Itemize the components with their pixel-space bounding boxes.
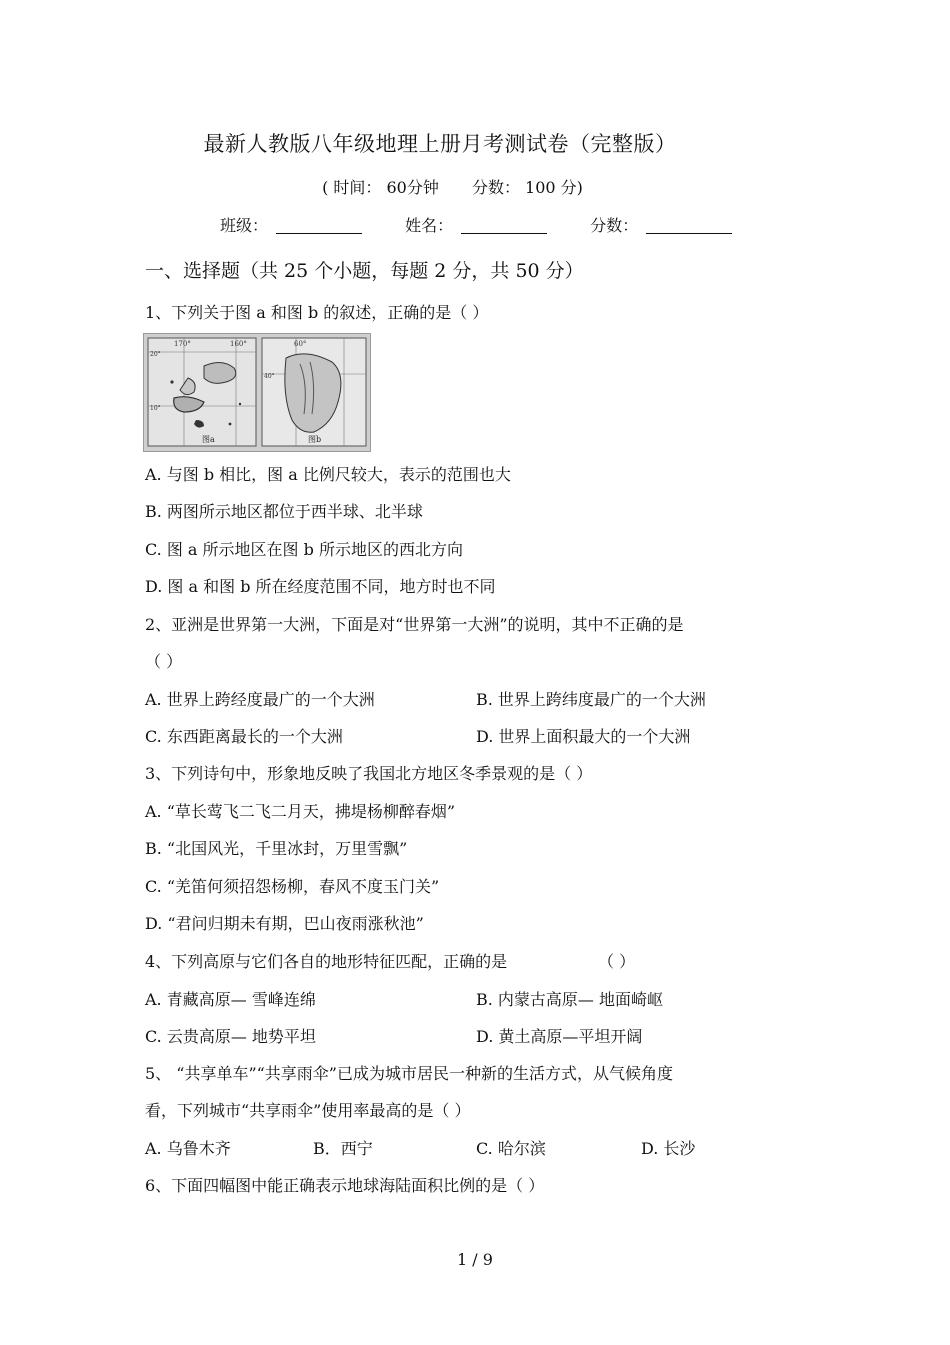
question-5-stem-line-1: 5、 “共享单车”“共享雨伞”已成为城市居民一种新的生活方式，从气候角度 [145,1064,673,1083]
question-4-option-d[interactable]: D. 黄土高原—平坦开阔 [476,1027,643,1046]
question-5-stem-line-2: 看，下列城市“共享雨伞”使用率最高的是（ ） [145,1101,471,1120]
question-2-option-a[interactable]: A. 世界上跨经度最广的一个大洲 [145,690,375,709]
question-2-paren: （ ） [145,652,183,671]
question-1-option-a[interactable]: A. 与图 b 相比，图 a 比例尺较大，表示的范围也大 [145,465,511,484]
question-3-option-b[interactable]: B. “北国风光，千里冰封，万里雪飘” [145,839,408,858]
name-label: 姓名： [405,216,454,235]
map-b-lat-label: 40° [264,373,275,380]
map-a-lat-label-1: 20° [150,351,161,358]
map-a-lon-label-2: 160° [230,340,247,348]
question-6-stem: 6、下面四幅图中能正确表示地球海陆面积比例的是（ ） [145,1176,545,1195]
exam-total-score: 分数： 100 分) [471,178,583,197]
question-5-option-d[interactable]: D. 长沙 [641,1139,696,1158]
question-4-option-a[interactable]: A. 青藏高原— 雪峰连绵 [145,990,316,1009]
question-3-stem: 3、下列诗句中，形象地反映了我国北方地区冬季景观的是（ ） [145,764,593,783]
map-b-label: 图b [308,435,322,444]
name-blank[interactable] [461,217,547,234]
section-heading: 一、选择题（共 25 个小题，每题 2 分，共 50 分） [145,260,584,282]
question-1-option-b[interactable]: B. 两图所示地区都位于西半球、北半球 [145,502,423,521]
score-field [590,213,732,236]
exam-time: ( 时间： 60分钟 [322,178,439,197]
exam-title: 最新人教版八年级地理上册月考测试卷（完整版） [203,132,677,156]
score-blank[interactable] [646,217,732,234]
question-2-option-d[interactable]: D. 世界上面积最大的一个大洲 [476,727,691,746]
map-b-lon-label: 60° [294,340,307,348]
map-a-lon-label-1: 170° [174,340,191,348]
question-3-option-c[interactable]: C. “羌笛何须招怨杨柳，春风不度玉门关” [145,877,440,896]
class-blank[interactable] [276,217,362,234]
student-info-fields [220,213,770,236]
map-figures [144,334,370,451]
question-1-stem: 1、下列关于图 a 和图 b 的叙述，正确的是（ ） [145,303,489,322]
question-3-option-a[interactable]: A. “草长莺飞二飞二月天，拂堤杨柳醉春烟” [145,802,456,821]
question-2-option-c[interactable]: C. 东西距离最长的一个大洲 [145,727,343,746]
class-field [220,213,362,236]
question-4-stem: 4、下列高原与它们各自的地形特征匹配，正确的是 [145,952,508,971]
question-5-option-c[interactable]: C. 哈尔滨 [476,1139,546,1158]
question-3-option-d[interactable]: D. “君问归期未有期，巴山夜雨涨秋池” [145,914,424,933]
class-label: 班级： [220,216,269,235]
score-label: 分数： [590,216,639,235]
question-4-paren: （ ） [598,952,636,971]
question-1-option-d[interactable]: D. 图 a 和图 b 所在经度范围不同，地方时也不同 [145,577,496,596]
question-1-option-c[interactable]: C. 图 a 所示地区在图 b 所示地区的西北方向 [145,540,463,559]
page-number: 1 / 9 [457,1250,493,1269]
question-4-option-c[interactable]: C. 云贵高原— 地势平坦 [145,1027,316,1046]
question-5-option-a[interactable]: A. 乌鲁木齐 [145,1139,231,1158]
question-4-option-b[interactable]: B. 内蒙古高原— 地面崎岖 [476,990,664,1009]
question-2-stem: 2、亚洲是世界第一大洲，下面是对“世界第一大洲”的说明，其中不正确的是 [145,615,684,634]
question-5-option-b[interactable]: B．西宁 [313,1139,373,1158]
question-1-figure [143,333,371,452]
map-a-lat-label-2: 10° [150,405,161,412]
question-2-option-b[interactable]: B. 世界上跨纬度最广的一个大洲 [476,690,706,709]
map-a-label: 图a [202,435,215,444]
exam-meta [0,175,905,198]
name-field [405,213,547,236]
